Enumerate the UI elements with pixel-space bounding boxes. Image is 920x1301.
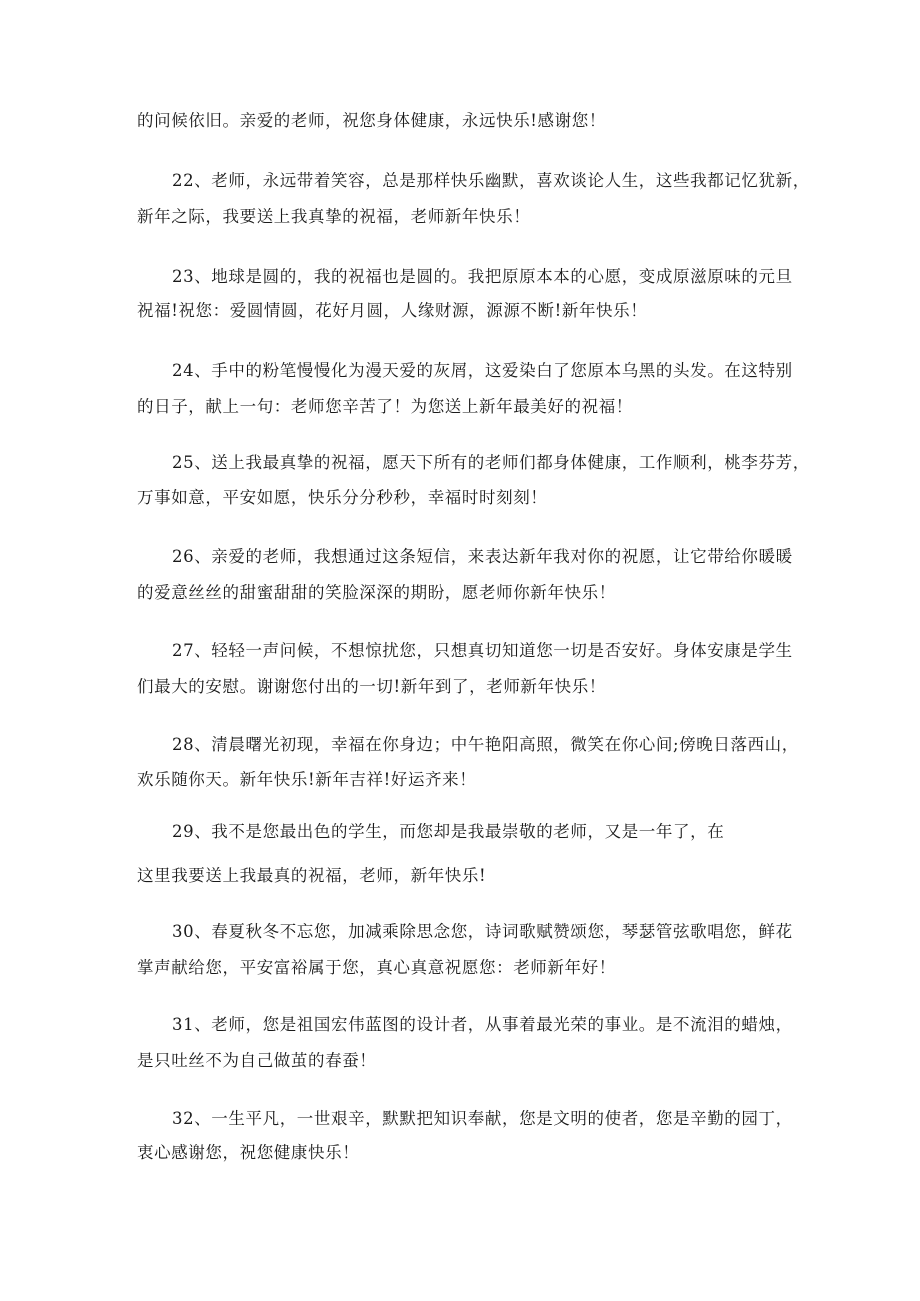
paragraph-23-line-2: 祝福!祝您：爱圆情圆，花好月圆，人缘财源，源源不断!新年快乐！ <box>137 301 648 320</box>
paragraph-28-line-1: 28、清晨曙光初现，幸福在你身边；中午艳阳高照，微笑在你心间;傍晚日落西山， <box>172 735 799 754</box>
paragraph-27-line-1: 27、轻轻一声问候，不想惊扰您，只想真切知道您一切是否安好。身体安康是学生 <box>172 641 793 660</box>
paragraph-25-line-2: 万事如意，平安如愿，快乐分分秒秒，幸福时时刻刻！ <box>137 488 548 507</box>
paragraph-32-line-1: 32、一生平凡，一世艰辛，默默把知识奉献，您是文明的使者，您是辛勤的园丁， <box>172 1109 793 1128</box>
paragraph-29-line-2: 这里我要送上我最真的祝福，老师，新年快乐! <box>137 866 487 885</box>
paragraph-25-line-1: 25、送上我最真挚的祝福，愿天下所有的老师们都身体健康，工作顺利，桃李芬芳， <box>172 453 810 472</box>
paragraph-26-line-2: 的爱意丝丝的甜蜜甜甜的笑脸深深的期盼，愿老师你新年快乐！ <box>137 583 616 602</box>
paragraph-24-line-1: 24、手中的粉笔慢慢化为漫天爱的灰屑，这爱染白了您原本乌黑的头发。在这特别 <box>172 361 793 380</box>
paragraph-27-line-2: 们最大的安慰。谢谢您付出的一切!新年到了，老师新年快乐！ <box>137 677 606 696</box>
paragraph-24-line-2: 的日子，献上一句：老师您辛苦了！为您送上新年最美好的祝福！ <box>137 397 633 416</box>
paragraph-31-line-1: 31、老师，您是祖国宏伟蓝图的设计者，从事着最光荣的事业。是不流泪的蜡烛， <box>172 1015 793 1034</box>
text-line: 的问候依旧。亲爱的老师，祝您身体健康，永远快乐!感谢您！ <box>137 111 606 130</box>
paragraph-30-line-2: 掌声献给您，平安富裕属于您，真心真意祝愿您：老师新年好！ <box>137 958 616 977</box>
paragraph-31-line-2: 是只吐丝不为自己做茧的春蚕！ <box>137 1051 377 1070</box>
paragraph-32-line-2: 衷心感谢您，祝您健康快乐！ <box>137 1143 360 1162</box>
paragraph-22-line-1: 22、老师，永远带着笑容，总是那样快乐幽默，喜欢谈论人生，这些我都记忆犹新， <box>172 171 810 190</box>
paragraph-28-line-2: 欢乐随你天。新年快乐!新年吉祥!好运齐来！ <box>137 770 477 789</box>
paragraph-30-line-1: 30、春夏秋冬不忘您，加减乘除思念您，诗词歌赋赞颂您，琴瑟管弦歌唱您，鲜花 <box>172 922 793 941</box>
paragraph-29-line-1: 29、我不是您最出色的学生，而您却是我最崇敬的老师，又是一年了，在 <box>172 822 725 841</box>
paragraph-26-line-1: 26、亲爱的老师，我想通过这条短信，来表达新年我对你的祝愿，让它带给你暖暖 <box>172 547 793 566</box>
paragraph-22-line-2: 新年之际，我要送上我真挚的祝福，老师新年快乐！ <box>137 207 531 226</box>
paragraph-23-line-1: 23、地球是圆的，我的祝福也是圆的。我把原原本本的心愿，变成原滋原味的元旦 <box>172 267 793 286</box>
